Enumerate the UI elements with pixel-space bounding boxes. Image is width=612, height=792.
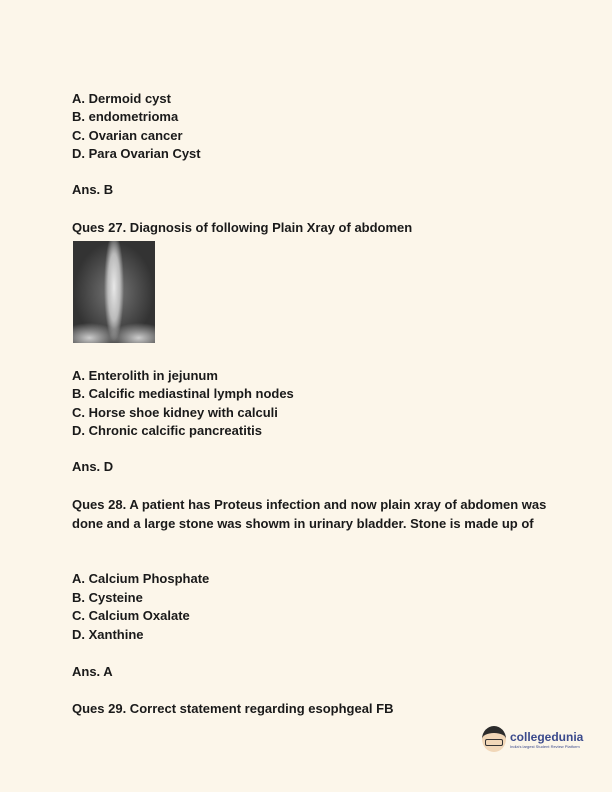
option: D. Xanthine [72, 627, 144, 642]
option: A. Enterolith in jejunum [72, 368, 218, 383]
collegedunia-logo [482, 726, 583, 752]
answer: Ans. A [72, 664, 113, 679]
option: B. endometrioma [72, 109, 179, 124]
abdomen-xray-image [73, 241, 155, 343]
logo-brand: collegedunia [510, 729, 584, 744]
option: C. Horse shoe kidney with calculi [72, 405, 278, 420]
answer: Ans. B [72, 182, 114, 197]
mascot-icon [482, 726, 506, 752]
option: C. Calcium Oxalate [72, 608, 190, 623]
option: B. Calcific mediastinal lymph nodes [72, 386, 294, 401]
option: C. Ovarian cancer [72, 128, 183, 143]
question-28: Ques 28. A patient has Proteus infection and now plain xray of abdomen was done and a large stone was showm in urinary bladder. Stone is made up of [72, 497, 547, 531]
option: B. Cysteine [72, 590, 143, 605]
question-29: Ques 29. Correct statement regarding esophgeal FB [72, 701, 394, 716]
answer: Ans. D [72, 459, 114, 474]
option: D. Chronic calcific pancreatitis [72, 423, 263, 438]
option: D. Para Ovarian Cyst [72, 146, 201, 161]
option: A. Dermoid cyst [72, 91, 171, 106]
option: A. Calcium Phosphate [72, 571, 210, 586]
question-27: Ques 27. Diagnosis of following Plain Xray of abdomen [72, 220, 413, 235]
logo-tagline: India's largest Student Review Platform [510, 743, 580, 749]
